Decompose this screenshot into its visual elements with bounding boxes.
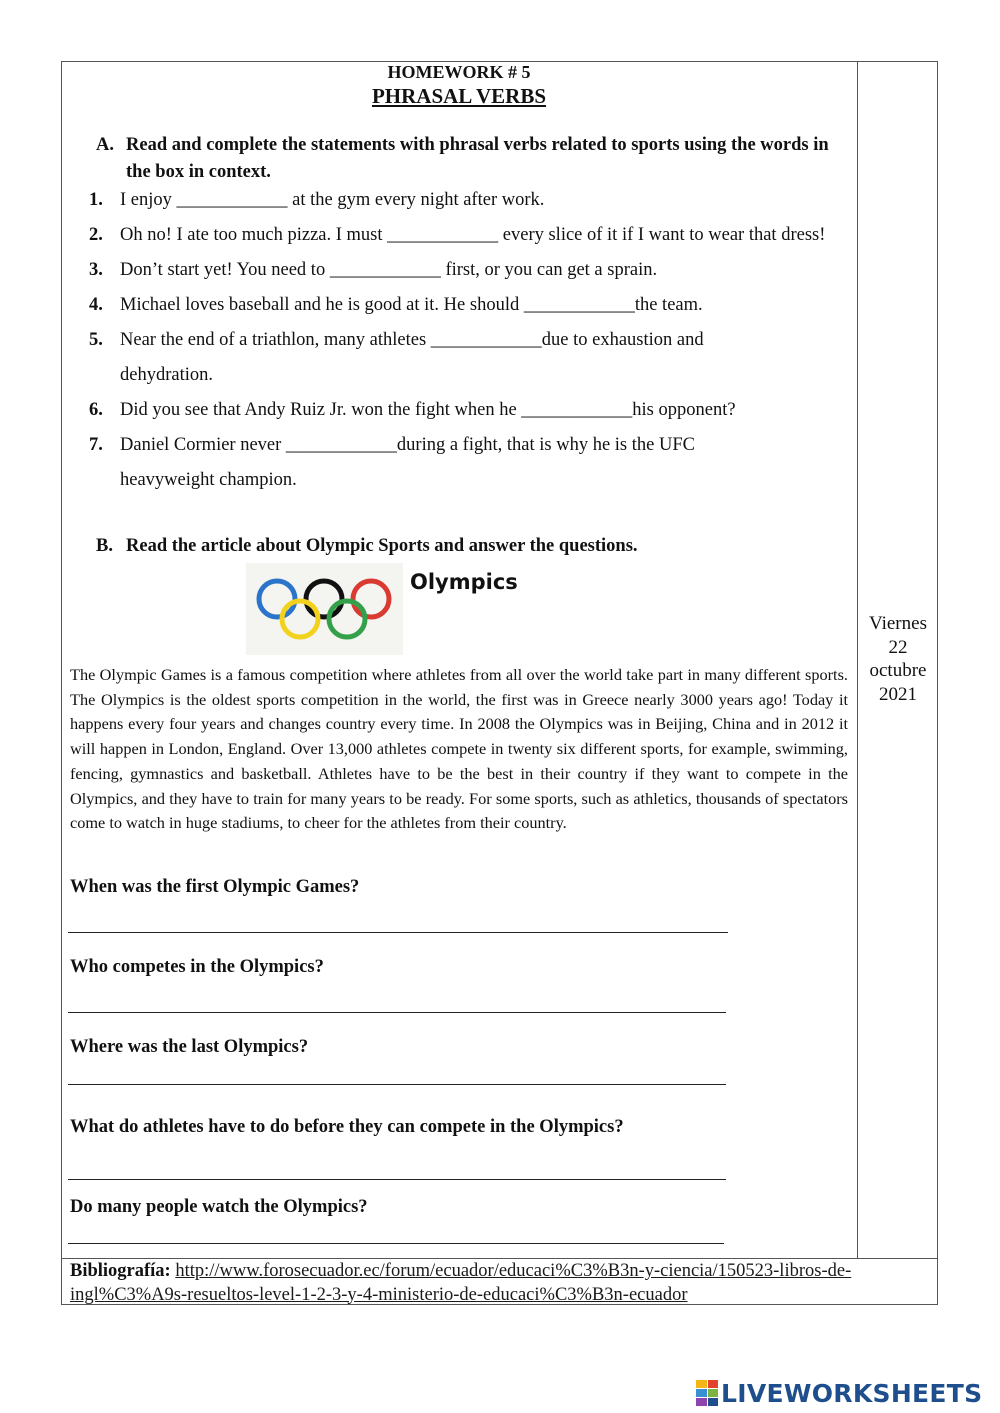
item-text: I enjoy ____________ at the gym every night after work. bbox=[120, 190, 545, 210]
section-a-letter: A. bbox=[96, 135, 114, 155]
item-text: Michael loves baseball and he is good at it. He should ____________the team. bbox=[120, 295, 703, 315]
section-b-text: Read the article about Olympic Sports and answer the questions. bbox=[126, 536, 638, 556]
section-b-letter: B. bbox=[96, 536, 113, 556]
item-text: Did you see that Andy Ruiz Jr. won the fight when he ____________his opponent? bbox=[120, 400, 736, 420]
item-number: 5. bbox=[89, 330, 103, 350]
date-month: octubre bbox=[869, 660, 927, 681]
section-a-instruction bbox=[96, 132, 836, 186]
answer-line-2[interactable] bbox=[68, 1012, 726, 1013]
bibliography-label: Bibliografía: bbox=[70, 1261, 171, 1281]
exercise-item[interactable] bbox=[89, 393, 849, 428]
answer-line-3[interactable] bbox=[68, 1084, 726, 1085]
footer-divider bbox=[61, 1258, 938, 1259]
section-b-instruction bbox=[96, 533, 836, 560]
ring-green bbox=[329, 601, 365, 637]
article-text: The Olympic Games is a famous competition where athletes from all over the world take part in many different sports. The Olympics is the oldest sports competition in the world, the first was in Greece nearly 3000 years ago! Today it happens every four years and changes country every time. In 2008 the Olympics was in Beijing, China and in 2012 it will happen in London, England. Over 13,000 athletes compete in twenty six different sports, for example, swimming, fencing, gymnastics and basketball. Athletes have to be the best in their country if they want to compete in the Olympics, and they have to train for many years to be ready. For some sports, such as athletics, thousands of spectators come to watch in huge stadiums, to cheer for the athletes from their country. bbox=[70, 665, 848, 833]
question-3: Where was the last Olympics? bbox=[70, 1037, 309, 1057]
ring-black bbox=[306, 581, 342, 617]
item-number: 4. bbox=[89, 295, 103, 315]
question-2: Who competes in the Olympics? bbox=[70, 957, 324, 977]
brand-mark-icon bbox=[696, 1380, 718, 1406]
item-text: Don’t start yet! You need to ____________ first, or you can get a sprain. bbox=[120, 260, 658, 280]
item-number: 7. bbox=[89, 435, 103, 455]
item-text: Daniel Cormier never ____________during a fight, that is why he is the UFC heavyweight champion. bbox=[120, 435, 695, 490]
ring-red bbox=[353, 581, 389, 617]
olympic-rings-icon bbox=[246, 563, 403, 655]
item-text: Near the end of a triathlon, many athletes ____________due to exhaustion and dehydration. bbox=[120, 330, 704, 385]
answer-line-4[interactable] bbox=[68, 1179, 726, 1180]
answer-line-1[interactable] bbox=[68, 932, 728, 933]
item-text: Oh no! I ate too much pizza. I must ____________ every slice of it if I want to wear that dress! bbox=[120, 225, 826, 245]
item-number: 3. bbox=[89, 260, 103, 280]
image-title: Olympics bbox=[410, 570, 518, 594]
item-number: 1. bbox=[89, 190, 103, 210]
item-number: 6. bbox=[89, 400, 103, 420]
question-5: Do many people watch the Olympics? bbox=[70, 1197, 368, 1217]
date-column bbox=[858, 612, 938, 706]
exercise-item[interactable] bbox=[89, 323, 849, 393]
exercise-list bbox=[89, 183, 849, 498]
bibliography bbox=[70, 1260, 932, 1307]
brand-name: LIVEWORKSHEETS bbox=[721, 1378, 983, 1408]
exercise-item[interactable] bbox=[89, 288, 849, 323]
page-title: PHRASAL VERBS bbox=[371, 84, 547, 108]
item-number: 2. bbox=[89, 225, 103, 245]
question-1: When was the first Olympic Games? bbox=[70, 877, 360, 897]
bibliography-link[interactable]: http://www.forosecuador.ec/forum/ecuador/educaci%C3%B3n-y-ciencia/150523-libros-de-ingl%C3%A9s-resueltos-level-1-2-3-y-4-ministerio-de-educaci%C3%B3n-ecuador bbox=[70, 1261, 852, 1305]
date-year: 2021 bbox=[879, 683, 917, 705]
exercise-item[interactable] bbox=[89, 253, 849, 288]
exercise-item[interactable] bbox=[89, 428, 849, 498]
liveworksheets-logo bbox=[696, 1378, 982, 1408]
date-day-name: Viernes bbox=[869, 613, 927, 634]
section-a-text: Read and complete the statements with phrasal verbs related to sports using the words in the box in context. bbox=[126, 135, 829, 182]
homework-number: HOMEWORK # 5 bbox=[387, 62, 531, 82]
exercise-item[interactable] bbox=[89, 183, 849, 218]
question-4: What do athletes have to do before they can compete in the Olympics? bbox=[70, 1117, 624, 1137]
answer-line-5[interactable] bbox=[68, 1243, 724, 1244]
date-day: 22 bbox=[888, 636, 908, 658]
ring-yellow bbox=[282, 601, 318, 637]
ring-blue bbox=[259, 581, 295, 617]
olympic-rings-image bbox=[246, 563, 403, 655]
exercise-item[interactable] bbox=[89, 218, 849, 253]
